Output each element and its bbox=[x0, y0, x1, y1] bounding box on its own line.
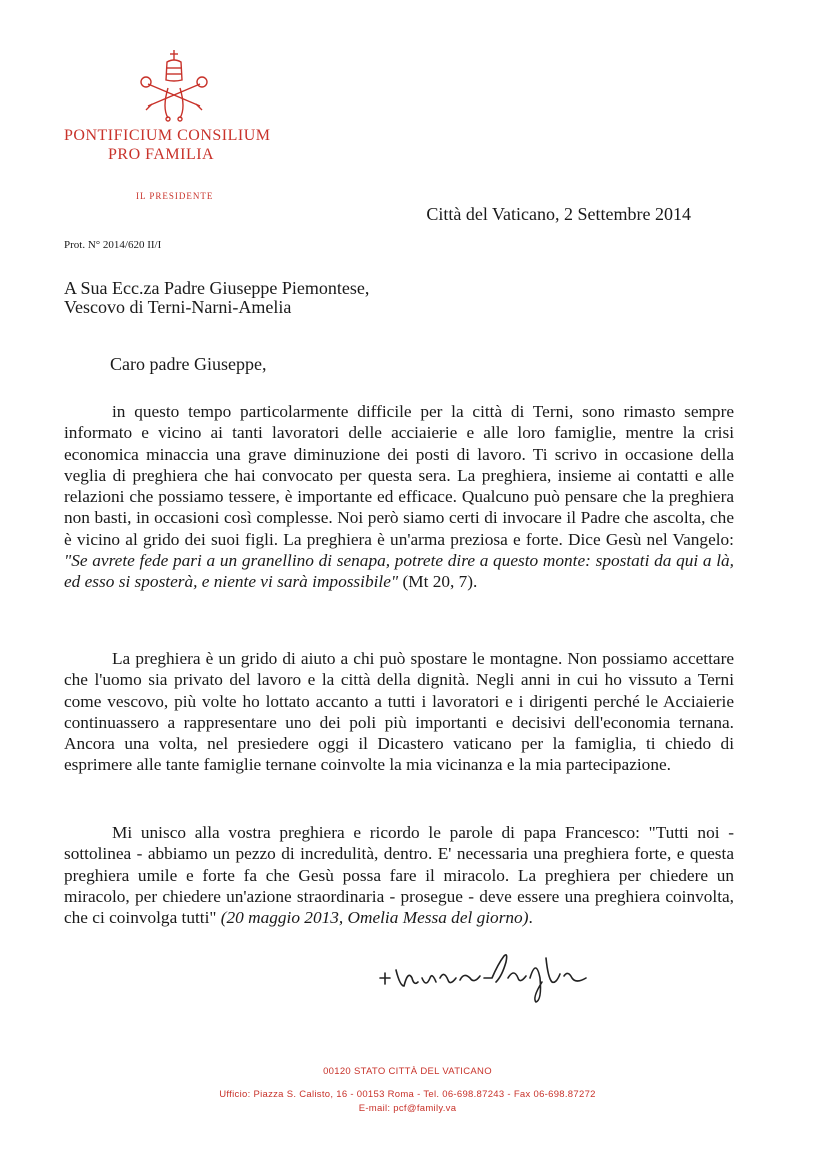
paragraph-3-text: Mi unisco alla vostra preghiera e ricordo le parole di papa Francesco: "Tutti noi - sottolinea - abbiamo un pezzo di incredulità, dentro. E' necessaria una preghiera forte, e questa preghiera umile e forte fa che Gesù possa fare il miracolo. La preghiera per chiedere un miracolo, per chiedere un'azione straordinaria - prosegue - deve essere una preghiera coinvolta, che ci coinvolga tutti" bbox=[64, 823, 734, 928]
gospel-reference: (Mt 20, 7). bbox=[398, 572, 478, 592]
recipient-line2: Vescovo di Terni-Narni-Amelia bbox=[64, 297, 292, 317]
footer-office: Ufficio: Piazza S. Calisto, 16 - 00153 Roma - Tel. 06-698.87243 - Fax 06-698.87272 bbox=[219, 1089, 596, 1100]
recipient-line1: A Sua Ecc.za Padre Giuseppe Piemontese, bbox=[64, 278, 370, 298]
salutation: Caro padre Giuseppe, bbox=[110, 354, 267, 374]
paragraph-2 bbox=[64, 648, 734, 776]
org-name-line2: PRO FAMILIA bbox=[108, 146, 215, 163]
president-title: IL PRESIDENTE bbox=[136, 191, 214, 201]
paragraph-3-end: . bbox=[528, 908, 533, 928]
papal-crest-icon bbox=[138, 48, 210, 122]
protocol-number: Prot. N° 2014/620 II/I bbox=[64, 239, 162, 251]
homily-citation: (20 maggio 2013, Omelia Messa del giorno) bbox=[220, 908, 529, 928]
org-name-line1: PONTIFICIUM CONSILIUM bbox=[64, 127, 271, 144]
paragraph-1 bbox=[64, 401, 734, 593]
paragraph-2-text: La preghiera è un grido di aiuto a chi può spostare le montagne. Non possiamo accettare che l'uomo sia privato del lavoro e la città della dignità. Negli anni in cui ho vissuto a Terni come vescovo, più volte ho lottato accanto a tutti i lavoratori e i dirigenti perché le Acciaierie continuassero a rappresentare uno dei poli più importanti e decisivi dell'economia ternana. Ancora una volta, nel presiedere oggi il Dicastero vaticano per la famiglia, ti chiedo di esprimere alle tante famiglie ternane coinvolte la mia vicinanza e la mia partecipazione. bbox=[64, 649, 734, 775]
paragraph-1-text: in questo tempo particolarmente difficile per la città di Terni, sono rimasto sempre informato e vicino ai tanti lavoratori delle acciaierie e alle loro famiglie, mentre la crisi economica minaccia una grave diminuzione dei posti di lavoro. Ti scrivo in occasione della veglia di preghiera che hai convocato per questa sera. La preghiera, insieme ai contatti e alle relazioni che possiamo tessere, è importante ed efficace. Qualcuno può pensare che la preghiera non basti, in occasioni così complesse. Noi però siamo certi di invocare il Padre che ascolta, che è vicino al grido dei suoi figli. La preghiera è un'arma preziosa e forte. Dice Gesù nel Vangelo: bbox=[64, 402, 734, 549]
dateline: Città del Vaticano, 2 Settembre 2014 bbox=[426, 204, 691, 224]
gospel-quote: "Se avrete fede pari a un granellino di senapa, potrete dire a questo monte: spostati da qui a là, ed esso si sposterà, e niente vi sarà impossibile" bbox=[64, 551, 734, 592]
paragraph-3 bbox=[64, 822, 734, 928]
footer-address: 00120 STATO CITTÀ DEL VATICANO bbox=[323, 1066, 492, 1077]
footer-email: E-mail: pcf@family.va bbox=[358, 1103, 457, 1114]
handwritten-signature-icon bbox=[376, 948, 596, 1004]
